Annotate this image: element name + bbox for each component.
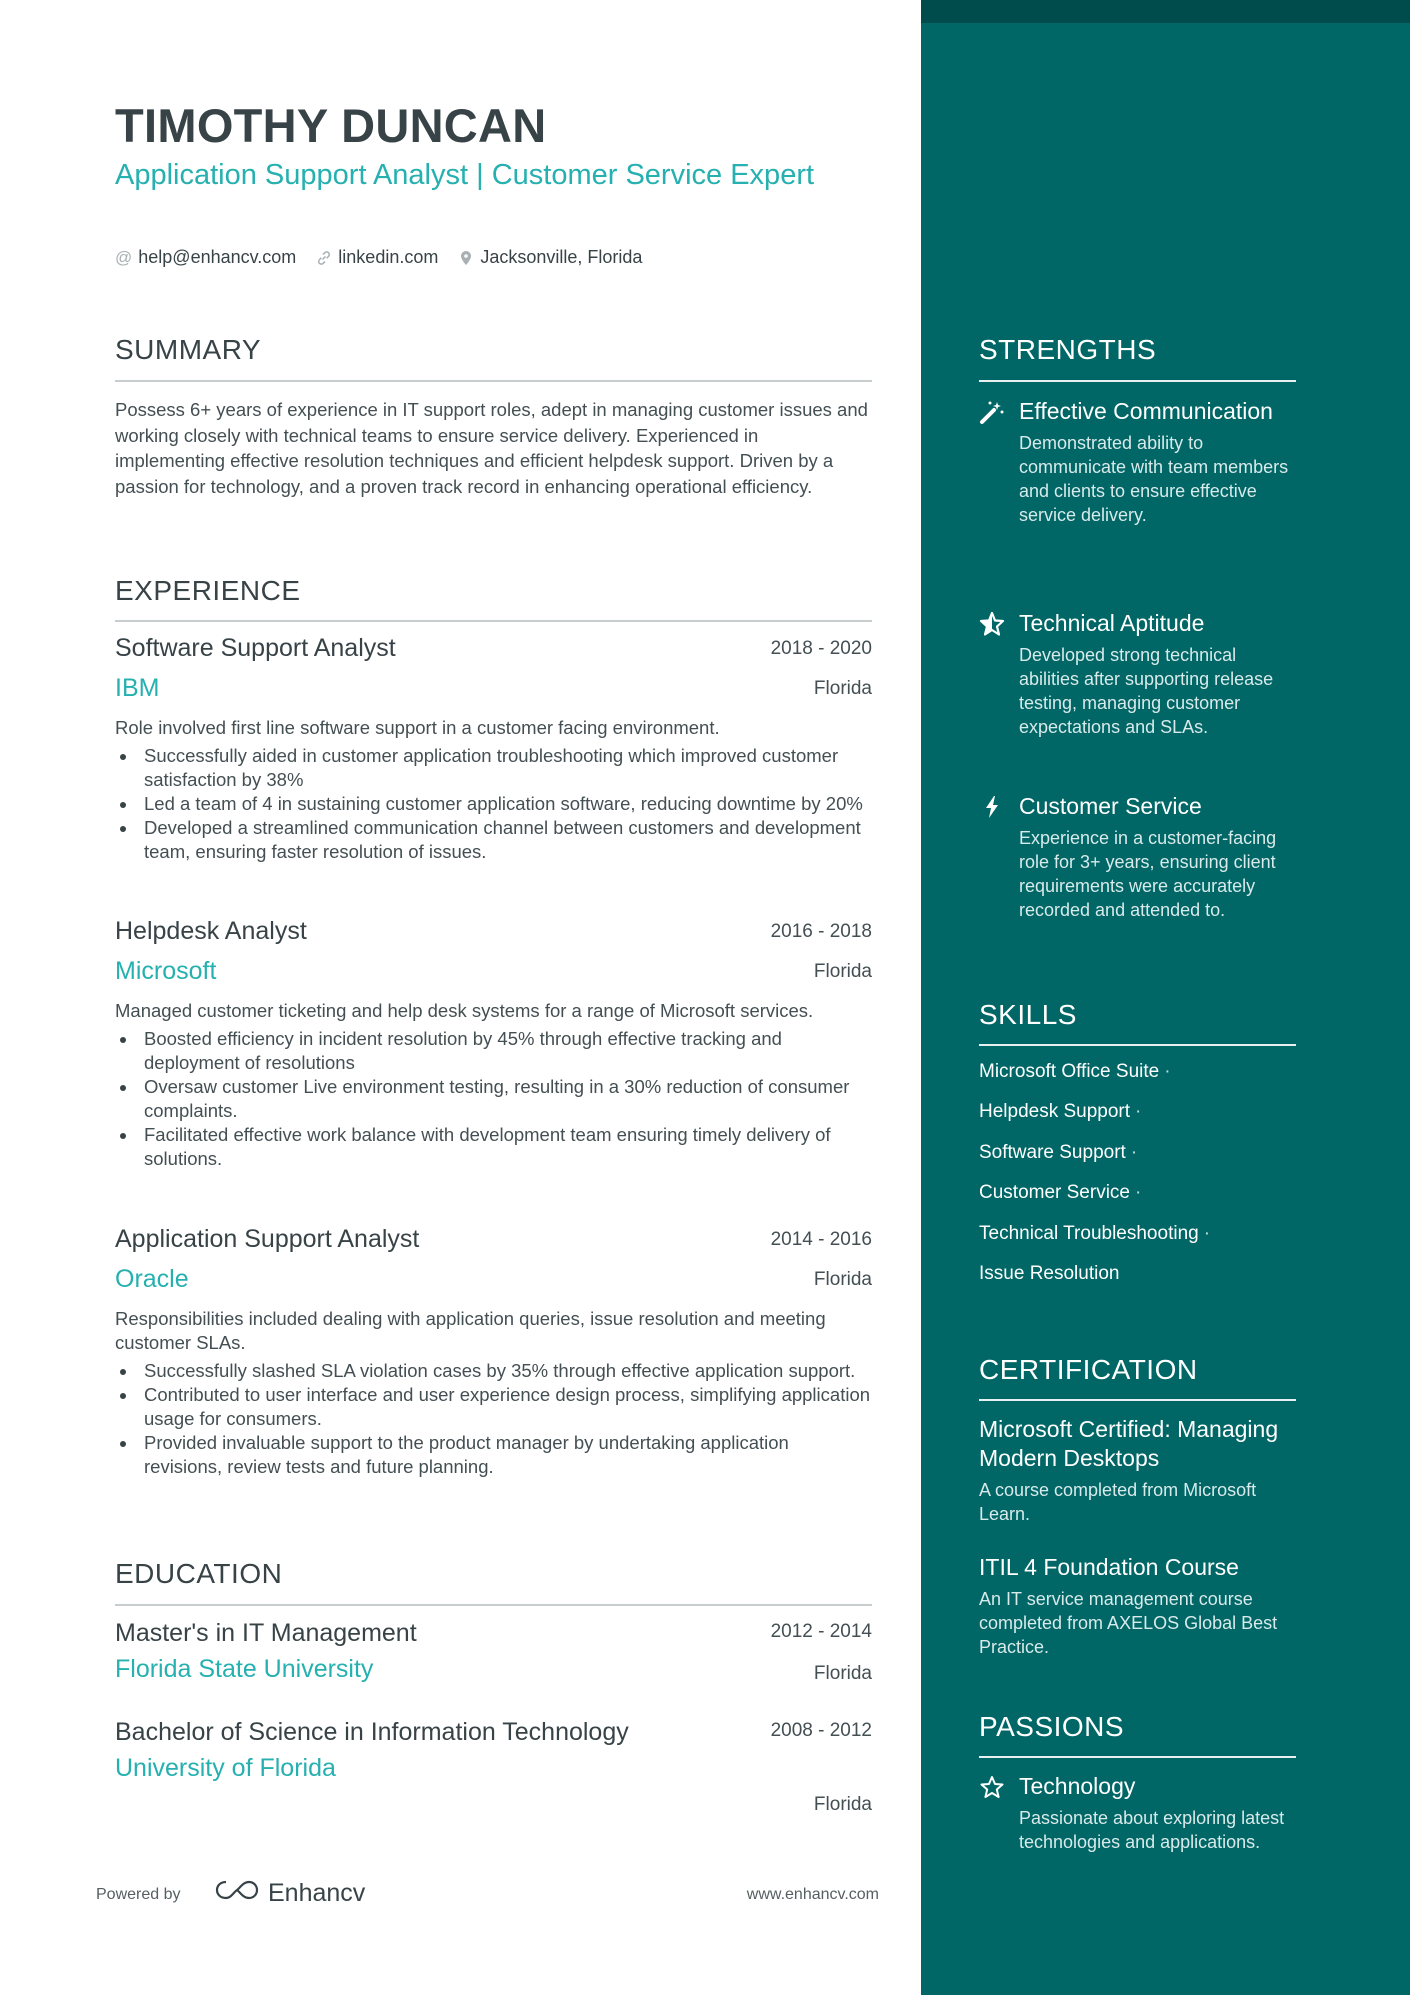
job-location: Florida: [813, 961, 872, 982]
job-company: IBM: [115, 674, 160, 702]
location-pin-icon: [458, 250, 474, 266]
strength-description: Experience in a customer-facing role for 3+ years, ensuring client requirements were accurately recorded and attended to.: [1019, 828, 1277, 920]
certification-item: [979, 1415, 1296, 1526]
contact-email[interactable]: @ help@enhancv.com: [115, 247, 297, 267]
certification-name: Microsoft Certified: Managing Modern Desktops: [979, 1416, 1279, 1471]
strength-title: Technical Aptitude: [1019, 610, 1205, 636]
summary-divider: [115, 380, 872, 382]
contact-linkedin[interactable]: linkedin.com: [316, 247, 438, 268]
education-title: EDUCATION: [115, 1558, 283, 1589]
degree-title: Master's in IT Management: [115, 1619, 417, 1647]
summary-title: SUMMARY: [115, 334, 262, 365]
job-location: Florida: [813, 678, 872, 699]
job-bullet: Successfully slashed SLA violation cases by 35% through effective application support.: [115, 1359, 872, 1383]
school-name: Florida State University: [115, 1655, 374, 1683]
skill-item: Technical Troubleshooting ·: [979, 1223, 1211, 1244]
job-bullet: Led a team of 4 in sustaining customer application software, reducing downtime by 20%: [115, 792, 872, 816]
job-dates: 2018 - 2020: [770, 638, 872, 659]
job-bullet: Successfully aided in customer application troubleshooting which improved customer satisfaction by 38%: [115, 744, 872, 792]
strength-title: Customer Service: [1019, 793, 1202, 819]
skill-item: Helpdesk Support ·: [979, 1101, 1142, 1122]
certification-description: An IT service management course completed from AXELOS Global Best Practice.: [979, 1589, 1278, 1657]
candidate-name: TIMOTHY DUNCAN: [115, 99, 547, 152]
strengths-divider: [979, 380, 1296, 382]
lightning-icon: [979, 794, 1005, 820]
skill-item: Software Support ·: [979, 1142, 1138, 1163]
job-entry: [115, 634, 872, 864]
summary-text: Possess 6+ years of experience in IT support roles, adept in managing customer issues and working closely with technical teams to ensure service delivery. Experienced in implementing effective resolution techniques and efficient helpdesk support. Driven by a passion for technology, and a proven track record in enhancing operational efficiency.: [115, 399, 868, 497]
job-title: Helpdesk Analyst: [115, 917, 307, 945]
strength-item: [979, 792, 1296, 922]
education-divider: [115, 1604, 872, 1606]
job-description: Responsibilities included dealing with application queries, issue resolution and meeting customer SLAs.: [115, 1308, 826, 1353]
enhancv-logo-icon: [214, 1878, 260, 1909]
education-location: Florida: [813, 1663, 872, 1684]
passions-divider: [979, 1756, 1296, 1758]
strength-title: Effective Communication: [1019, 398, 1273, 424]
candidate-tagline: Application Support Analyst | Customer Service Expert: [115, 159, 815, 191]
star-half-icon: [979, 611, 1005, 637]
sidebar: [921, 0, 1410, 1995]
passion-title: Technology: [1019, 1773, 1136, 1799]
job-description: Managed customer ticketing and help desk systems for a range of Microsoft services.: [115, 1000, 814, 1021]
job-dates: 2016 - 2018: [770, 921, 872, 942]
footer-website-link[interactable]: www.enhancv.com: [746, 1886, 879, 1903]
education-entry: [115, 1617, 872, 1684]
skills-divider: [979, 1044, 1296, 1046]
job-title: Application Support Analyst: [115, 1225, 420, 1253]
certification-divider: [979, 1399, 1296, 1401]
degree-title: Bachelor of Science in Information Technology: [115, 1718, 629, 1746]
enhancv-logo[interactable]: [214, 1878, 365, 1909]
footer: [96, 1876, 879, 1912]
job-entry: [115, 1225, 872, 1479]
contact-bar: [115, 247, 662, 268]
job-bullet: Boosted efficiency in incident resolution by 45% through effective tracking and deployment of resolutions: [115, 1027, 872, 1075]
powered-by-label: Powered by: [96, 1886, 181, 1903]
education-dates: 2012 - 2014: [770, 1621, 872, 1642]
skill-item: Customer Service ·: [979, 1182, 1142, 1203]
job-company: Oracle: [115, 1265, 189, 1293]
magic-wand-icon: [979, 399, 1005, 425]
education-location: Florida: [813, 1794, 872, 1815]
job-bullet: Facilitated effective work balance with development team ensuring timely delivery of solutions.: [115, 1123, 872, 1171]
skill-item: Microsoft Office Suite ·: [979, 1061, 1171, 1082]
contact-location: Jacksonville, Florida: [458, 247, 642, 268]
job-company: Microsoft: [115, 957, 217, 985]
strength-description: Developed strong technical abilities after supporting release testing, managing customer expectations and SLAs.: [1019, 645, 1274, 737]
job-bullet: Contributed to user interface and user experience design process, simplifying application usage for consumers.: [115, 1383, 872, 1431]
job-bullet: Provided invaluable support to the product manager by undertaking application revisions, review tests and future planning.: [115, 1431, 872, 1479]
link-icon: [316, 250, 332, 266]
star-outline-icon: [979, 1774, 1005, 1800]
certification-item: [979, 1553, 1296, 1659]
brand-name: Enhancv: [268, 1879, 366, 1907]
school-name: University of Florida: [115, 1754, 336, 1782]
passion-item: [979, 1772, 1296, 1854]
strength-description: Demonstrated ability to communicate with team members and clients to ensure effective service delivery.: [1019, 433, 1289, 525]
passion-description: Passionate about exploring latest technologies and applications.: [1019, 1808, 1285, 1852]
certification-title: CERTIFICATION: [979, 1354, 1198, 1385]
at-icon: @: [115, 247, 133, 267]
certification-name: ITIL 4 Foundation Course: [979, 1554, 1239, 1580]
education-dates: 2008 - 2012: [770, 1720, 872, 1741]
job-dates: 2014 - 2016: [770, 1229, 872, 1250]
strength-item: [979, 609, 1296, 739]
strengths-title: STRENGTHS: [979, 334, 1157, 365]
job-description: Role involved first line software support in a customer facing environment.: [115, 717, 720, 738]
job-location: Florida: [813, 1269, 872, 1290]
certification-description: A course completed from Microsoft Learn.: [979, 1480, 1257, 1524]
job-bullet: Developed a streamlined communication channel between customers and development team, ensuring faster resolution of issues.: [115, 816, 872, 864]
education-entry: [115, 1716, 872, 1815]
experience-divider: [115, 620, 872, 622]
experience-title: EXPERIENCE: [115, 575, 301, 606]
job-bullet: Oversaw customer Live environment testing, resulting in a 30% reduction of consumer complaints.: [115, 1075, 872, 1123]
passions-title: PASSIONS: [979, 1711, 1125, 1742]
skills-title: SKILLS: [979, 999, 1077, 1030]
job-title: Software Support Analyst: [115, 634, 396, 662]
strength-item: [979, 397, 1296, 527]
job-entry: [115, 917, 872, 1171]
sidebar-top-bar: [921, 0, 1410, 23]
skill-item: Issue Resolution: [979, 1263, 1120, 1284]
